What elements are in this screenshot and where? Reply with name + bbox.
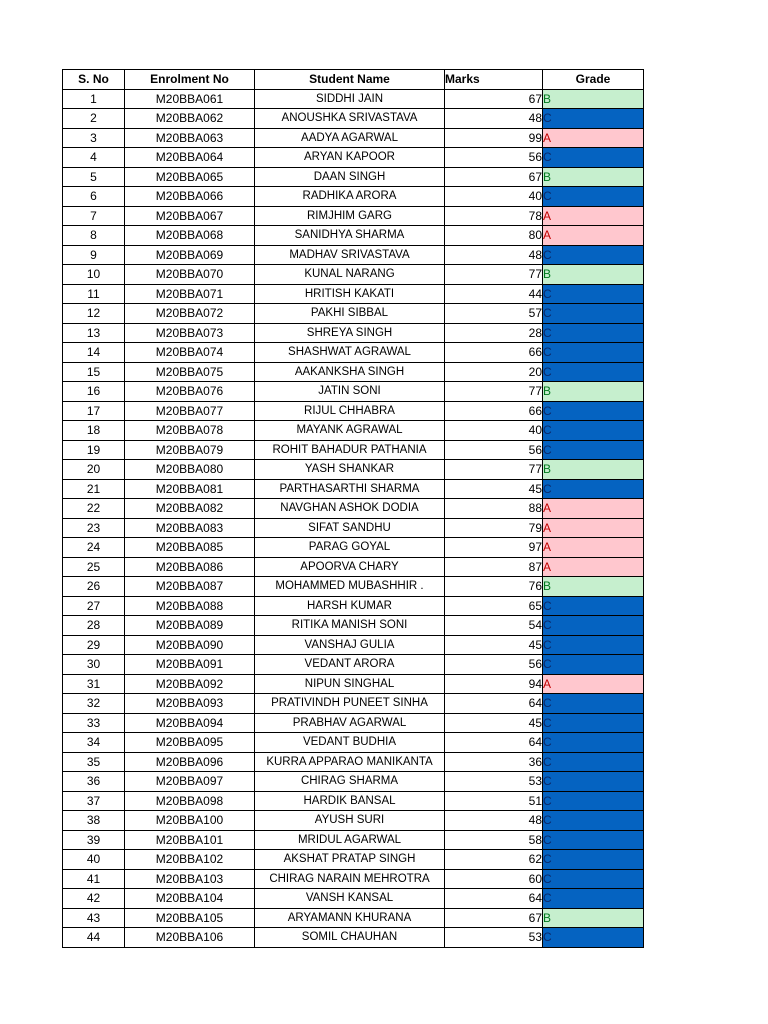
- header-enrolment[interactable]: Enrolment No: [125, 70, 255, 90]
- cell-student-name[interactable]: AYUSH SURI: [255, 811, 445, 831]
- table-row: [63, 440, 644, 460]
- cell-sno[interactable]: 44: [63, 928, 125, 948]
- cell-grade[interactable]: B: [543, 577, 644, 597]
- cell-enrolment[interactable]: M20BBA069: [125, 245, 255, 265]
- cell-marks[interactable]: 66: [445, 343, 543, 363]
- table-row: [63, 343, 644, 363]
- cell-marks[interactable]: 40: [445, 187, 543, 207]
- cell-student-name[interactable]: VANSH KANSAL: [255, 889, 445, 909]
- cell-student-name[interactable]: VANSHAJ GULIA: [255, 635, 445, 655]
- cell-sno[interactable]: 4: [63, 148, 125, 168]
- cell-marks[interactable]: 40: [445, 421, 543, 441]
- cell-sno[interactable]: 8: [63, 226, 125, 246]
- cell-sno[interactable]: 21: [63, 479, 125, 499]
- cell-enrolment[interactable]: M20BBA094: [125, 713, 255, 733]
- cell-student-name[interactable]: MRIDUL AGARWAL: [255, 830, 445, 850]
- cell-student-name[interactable]: HARSH KUMAR: [255, 596, 445, 616]
- cell-marks[interactable]: 65: [445, 596, 543, 616]
- cell-marks[interactable]: 36: [445, 752, 543, 772]
- cell-enrolment[interactable]: M20BBA078: [125, 421, 255, 441]
- cell-student-name[interactable]: JATIN SONI: [255, 382, 445, 402]
- cell-grade[interactable]: C: [543, 655, 644, 675]
- table-row: [63, 518, 644, 538]
- cell-student-name[interactable]: ARYAMANN KHURANA: [255, 908, 445, 928]
- cell-sno[interactable]: 10: [63, 265, 125, 285]
- cell-student-name[interactable]: PARAG GOYAL: [255, 538, 445, 558]
- cell-grade[interactable]: C: [543, 304, 644, 324]
- cell-grade[interactable]: C: [543, 635, 644, 655]
- cell-enrolment[interactable]: M20BBA091: [125, 655, 255, 675]
- cell-enrolment[interactable]: M20BBA072: [125, 304, 255, 324]
- cell-grade[interactable]: A: [543, 538, 644, 558]
- cell-student-name[interactable]: VEDANT BUDHIA: [255, 733, 445, 753]
- cell-grade[interactable]: C: [543, 343, 644, 363]
- cell-student-name[interactable]: NIPUN SINGHAL: [255, 674, 445, 694]
- cell-student-name[interactable]: MOHAMMED MUBASHHIR .: [255, 577, 445, 597]
- table-row: [63, 908, 644, 928]
- cell-sno[interactable]: 37: [63, 791, 125, 811]
- cell-grade[interactable]: C: [543, 323, 644, 343]
- cell-sno[interactable]: 28: [63, 616, 125, 636]
- cell-grade[interactable]: C: [543, 752, 644, 772]
- cell-marks[interactable]: 45: [445, 635, 543, 655]
- table-row: [63, 226, 644, 246]
- cell-marks[interactable]: 62: [445, 850, 543, 870]
- cell-enrolment[interactable]: M20BBA103: [125, 869, 255, 889]
- cell-sno[interactable]: 25: [63, 557, 125, 577]
- cell-sno[interactable]: 6: [63, 187, 125, 207]
- table-row: [63, 791, 644, 811]
- cell-student-name[interactable]: NAVGHAN ASHOK DODIA: [255, 499, 445, 519]
- cell-sno[interactable]: 18: [63, 421, 125, 441]
- cell-marks[interactable]: 20: [445, 362, 543, 382]
- table-row: [63, 538, 644, 558]
- table-row: [63, 674, 644, 694]
- table-row: [63, 89, 644, 109]
- cell-marks[interactable]: 67: [445, 89, 543, 109]
- cell-marks[interactable]: 48: [445, 811, 543, 831]
- table-row: [63, 499, 644, 519]
- table-row: [63, 323, 644, 343]
- cell-enrolment[interactable]: M20BBA097: [125, 772, 255, 792]
- table-row: [63, 421, 644, 441]
- cell-student-name[interactable]: KUNAL NARANG: [255, 265, 445, 285]
- cell-enrolment[interactable]: M20BBA079: [125, 440, 255, 460]
- cell-marks[interactable]: 64: [445, 733, 543, 753]
- cell-marks[interactable]: 76: [445, 577, 543, 597]
- table-row: [63, 557, 644, 577]
- table-row: [63, 928, 644, 948]
- table-row: [63, 869, 644, 889]
- table-row: [63, 460, 644, 480]
- cell-enrolment[interactable]: M20BBA105: [125, 908, 255, 928]
- cell-student-name[interactable]: MAYANK AGRAWAL: [255, 421, 445, 441]
- table-row: [63, 850, 644, 870]
- cell-enrolment[interactable]: M20BBA064: [125, 148, 255, 168]
- cell-sno[interactable]: 24: [63, 538, 125, 558]
- cell-student-name[interactable]: PAKHI SIBBAL: [255, 304, 445, 324]
- cell-student-name[interactable]: ARYAN KAPOOR: [255, 148, 445, 168]
- cell-student-name[interactable]: PRABHAV AGARWAL: [255, 713, 445, 733]
- cell-marks[interactable]: 78: [445, 206, 543, 226]
- cell-enrolment[interactable]: M20BBA102: [125, 850, 255, 870]
- cell-enrolment[interactable]: M20BBA101: [125, 830, 255, 850]
- cell-marks[interactable]: 66: [445, 401, 543, 421]
- cell-sno[interactable]: 29: [63, 635, 125, 655]
- cell-sno[interactable]: 11: [63, 284, 125, 304]
- table-row: [63, 479, 644, 499]
- cell-sno[interactable]: 36: [63, 772, 125, 792]
- cell-student-name[interactable]: DAAN SINGH: [255, 167, 445, 187]
- cell-marks[interactable]: 97: [445, 538, 543, 558]
- cell-sno[interactable]: 13: [63, 323, 125, 343]
- cell-sno[interactable]: 19: [63, 440, 125, 460]
- header-student-name[interactable]: Student Name: [255, 70, 445, 90]
- cell-enrolment[interactable]: M20BBA098: [125, 791, 255, 811]
- cell-grade[interactable]: C: [543, 869, 644, 889]
- cell-enrolment[interactable]: M20BBA076: [125, 382, 255, 402]
- cell-student-name[interactable]: CHIRAG NARAIN MEHROTRA: [255, 869, 445, 889]
- cell-student-name[interactable]: VEDANT ARORA: [255, 655, 445, 675]
- cell-enrolment[interactable]: M20BBA092: [125, 674, 255, 694]
- cell-student-name[interactable]: HRITISH KAKATI: [255, 284, 445, 304]
- cell-sno[interactable]: 42: [63, 889, 125, 909]
- cell-grade[interactable]: C: [543, 479, 644, 499]
- table-row: [63, 635, 644, 655]
- cell-enrolment[interactable]: M20BBA089: [125, 616, 255, 636]
- cell-student-name[interactable]: SIDDHI JAIN: [255, 89, 445, 109]
- header-sno[interactable]: S. No: [63, 70, 125, 90]
- cell-grade[interactable]: B: [543, 382, 644, 402]
- cell-marks[interactable]: 64: [445, 694, 543, 714]
- cell-marks[interactable]: 77: [445, 265, 543, 285]
- cell-marks[interactable]: 80: [445, 226, 543, 246]
- cell-enrolment[interactable]: M20BBA086: [125, 557, 255, 577]
- table-row: [63, 772, 644, 792]
- cell-sno[interactable]: 1: [63, 89, 125, 109]
- cell-grade[interactable]: B: [543, 167, 644, 187]
- cell-sno[interactable]: 34: [63, 733, 125, 753]
- cell-marks[interactable]: 99: [445, 128, 543, 148]
- cell-sno[interactable]: 16: [63, 382, 125, 402]
- cell-grade[interactable]: C: [543, 811, 644, 831]
- cell-marks[interactable]: 77: [445, 460, 543, 480]
- cell-marks[interactable]: 51: [445, 791, 543, 811]
- cell-enrolment[interactable]: M20BBA067: [125, 206, 255, 226]
- cell-sno[interactable]: 41: [63, 869, 125, 889]
- table-row: [63, 382, 644, 402]
- cell-marks[interactable]: 64: [445, 889, 543, 909]
- table-row: [63, 694, 644, 714]
- cell-sno[interactable]: 2: [63, 109, 125, 129]
- cell-grade[interactable]: B: [543, 460, 644, 480]
- cell-grade[interactable]: C: [543, 421, 644, 441]
- cell-grade[interactable]: C: [543, 187, 644, 207]
- cell-sno[interactable]: 7: [63, 206, 125, 226]
- table-row: [63, 655, 644, 675]
- cell-grade[interactable]: B: [543, 908, 644, 928]
- cell-enrolment[interactable]: M20BBA081: [125, 479, 255, 499]
- cell-grade[interactable]: C: [543, 830, 644, 850]
- cell-marks[interactable]: 28: [445, 323, 543, 343]
- table-row: [63, 401, 644, 421]
- cell-marks[interactable]: 56: [445, 148, 543, 168]
- cell-student-name[interactable]: ROHIT BAHADUR PATHANIA: [255, 440, 445, 460]
- cell-enrolment[interactable]: M20BBA090: [125, 635, 255, 655]
- cell-grade[interactable]: B: [543, 265, 644, 285]
- table-row: [63, 733, 644, 753]
- cell-enrolment[interactable]: M20BBA088: [125, 596, 255, 616]
- cell-marks[interactable]: 56: [445, 440, 543, 460]
- cell-grade[interactable]: A: [543, 226, 644, 246]
- cell-marks[interactable]: 67: [445, 167, 543, 187]
- cell-student-name[interactable]: MADHAV SRIVASTAVA: [255, 245, 445, 265]
- cell-enrolment[interactable]: M20BBA063: [125, 128, 255, 148]
- cell-marks[interactable]: 45: [445, 713, 543, 733]
- cell-sno[interactable]: 43: [63, 908, 125, 928]
- cell-grade[interactable]: C: [543, 713, 644, 733]
- cell-grade[interactable]: A: [543, 518, 644, 538]
- cell-marks[interactable]: 48: [445, 109, 543, 129]
- cell-grade[interactable]: C: [543, 772, 644, 792]
- table-row: [63, 148, 644, 168]
- table-row: [63, 128, 644, 148]
- cell-marks[interactable]: 77: [445, 382, 543, 402]
- cell-enrolment[interactable]: M20BBA065: [125, 167, 255, 187]
- cell-student-name[interactable]: AKSHAT PRATAP SINGH: [255, 850, 445, 870]
- cell-grade[interactable]: C: [543, 616, 644, 636]
- cell-enrolment[interactable]: M20BBA071: [125, 284, 255, 304]
- cell-grade[interactable]: C: [543, 148, 644, 168]
- cell-student-name[interactable]: SANIDHYA SHARMA: [255, 226, 445, 246]
- cell-sno[interactable]: 23: [63, 518, 125, 538]
- cell-student-name[interactable]: SOMIL CHAUHAN: [255, 928, 445, 948]
- table-row: [63, 362, 644, 382]
- cell-sno[interactable]: 17: [63, 401, 125, 421]
- header-marks[interactable]: Marks: [445, 70, 543, 90]
- cell-marks[interactable]: 57: [445, 304, 543, 324]
- cell-sno[interactable]: 15: [63, 362, 125, 382]
- cell-sno[interactable]: 27: [63, 596, 125, 616]
- header-row: [63, 70, 644, 90]
- table-row: [63, 830, 644, 850]
- cell-grade[interactable]: A: [543, 557, 644, 577]
- cell-grade[interactable]: A: [543, 206, 644, 226]
- cell-sno[interactable]: 40: [63, 850, 125, 870]
- table-body: [63, 89, 644, 947]
- cell-student-name[interactable]: RIMJHIM GARG: [255, 206, 445, 226]
- cell-enrolment[interactable]: M20BBA100: [125, 811, 255, 831]
- cell-student-name[interactable]: RADHIKA ARORA: [255, 187, 445, 207]
- cell-marks[interactable]: 88: [445, 499, 543, 519]
- table-row: [63, 713, 644, 733]
- cell-enrolment[interactable]: M20BBA066: [125, 187, 255, 207]
- cell-grade[interactable]: A: [543, 499, 644, 519]
- cell-grade[interactable]: C: [543, 850, 644, 870]
- cell-enrolment[interactable]: M20BBA061: [125, 89, 255, 109]
- cell-sno[interactable]: 35: [63, 752, 125, 772]
- cell-enrolment[interactable]: M20BBA104: [125, 889, 255, 909]
- cell-sno[interactable]: 26: [63, 577, 125, 597]
- table-row: [63, 596, 644, 616]
- cell-marks[interactable]: 60: [445, 869, 543, 889]
- cell-sno[interactable]: 38: [63, 811, 125, 831]
- table-row: [63, 245, 644, 265]
- cell-sno[interactable]: 3: [63, 128, 125, 148]
- cell-sno[interactable]: 14: [63, 343, 125, 363]
- cell-marks[interactable]: 67: [445, 908, 543, 928]
- table-row: [63, 206, 644, 226]
- cell-student-name[interactable]: PRATIVINDH PUNEET SINHA: [255, 694, 445, 714]
- cell-grade[interactable]: C: [543, 440, 644, 460]
- table-row: [63, 187, 644, 207]
- cell-grade[interactable]: A: [543, 674, 644, 694]
- cell-student-name[interactable]: SHREYA SINGH: [255, 323, 445, 343]
- table-row: [63, 265, 644, 285]
- cell-enrolment[interactable]: M20BBA080: [125, 460, 255, 480]
- cell-marks[interactable]: 53: [445, 928, 543, 948]
- cell-sno[interactable]: 32: [63, 694, 125, 714]
- grades-table: [62, 69, 644, 948]
- table-row: [63, 284, 644, 304]
- cell-student-name[interactable]: AAKANKSHA SINGH: [255, 362, 445, 382]
- cell-grade[interactable]: C: [543, 928, 644, 948]
- table-row: [63, 811, 644, 831]
- cell-sno[interactable]: 33: [63, 713, 125, 733]
- cell-student-name[interactable]: KURRA APPARAO MANIKANTA: [255, 752, 445, 772]
- cell-student-name[interactable]: YASH SHANKAR: [255, 460, 445, 480]
- cell-marks[interactable]: 48: [445, 245, 543, 265]
- cell-sno[interactable]: 12: [63, 304, 125, 324]
- cell-sno[interactable]: 20: [63, 460, 125, 480]
- cell-enrolment[interactable]: M20BBA070: [125, 265, 255, 285]
- cell-student-name[interactable]: HARDIK BANSAL: [255, 791, 445, 811]
- cell-enrolment[interactable]: M20BBA073: [125, 323, 255, 343]
- cell-marks[interactable]: 45: [445, 479, 543, 499]
- cell-sno[interactable]: 30: [63, 655, 125, 675]
- cell-grade[interactable]: C: [543, 362, 644, 382]
- cell-enrolment[interactable]: M20BBA085: [125, 538, 255, 558]
- cell-student-name[interactable]: CHIRAG SHARMA: [255, 772, 445, 792]
- cell-grade[interactable]: A: [543, 128, 644, 148]
- cell-student-name[interactable]: RITIKA MANISH SONI: [255, 616, 445, 636]
- header-grade[interactable]: Grade: [543, 70, 644, 90]
- cell-grade[interactable]: C: [543, 284, 644, 304]
- cell-grade[interactable]: C: [543, 694, 644, 714]
- cell-marks[interactable]: 44: [445, 284, 543, 304]
- table-row: [63, 616, 644, 636]
- cell-sno[interactable]: 39: [63, 830, 125, 850]
- cell-grade[interactable]: B: [543, 89, 644, 109]
- cell-grade[interactable]: C: [543, 596, 644, 616]
- cell-grade[interactable]: C: [543, 889, 644, 909]
- cell-enrolment[interactable]: M20BBA093: [125, 694, 255, 714]
- cell-student-name[interactable]: APOORVA CHARY: [255, 557, 445, 577]
- table-row: [63, 752, 644, 772]
- cell-marks[interactable]: 58: [445, 830, 543, 850]
- cell-marks[interactable]: 54: [445, 616, 543, 636]
- cell-sno[interactable]: 9: [63, 245, 125, 265]
- cell-student-name[interactable]: AADYA AGARWAL: [255, 128, 445, 148]
- table-row: [63, 889, 644, 909]
- table-row: [63, 577, 644, 597]
- cell-enrolment[interactable]: M20BBA062: [125, 109, 255, 129]
- cell-enrolment[interactable]: M20BBA075: [125, 362, 255, 382]
- cell-enrolment[interactable]: M20BBA082: [125, 499, 255, 519]
- cell-enrolment[interactable]: M20BBA074: [125, 343, 255, 363]
- cell-marks[interactable]: 56: [445, 655, 543, 675]
- cell-enrolment[interactable]: M20BBA068: [125, 226, 255, 246]
- table-row: [63, 167, 644, 187]
- cell-grade[interactable]: C: [543, 791, 644, 811]
- cell-grade[interactable]: C: [543, 245, 644, 265]
- cell-sno[interactable]: 31: [63, 674, 125, 694]
- cell-enrolment[interactable]: M20BBA106: [125, 928, 255, 948]
- cell-grade[interactable]: C: [543, 401, 644, 421]
- cell-marks[interactable]: 79: [445, 518, 543, 538]
- cell-marks[interactable]: 53: [445, 772, 543, 792]
- cell-sno[interactable]: 22: [63, 499, 125, 519]
- cell-grade[interactable]: C: [543, 109, 644, 129]
- cell-enrolment[interactable]: M20BBA087: [125, 577, 255, 597]
- cell-marks[interactable]: 87: [445, 557, 543, 577]
- cell-grade[interactable]: C: [543, 733, 644, 753]
- cell-sno[interactable]: 5: [63, 167, 125, 187]
- table-row: [63, 109, 644, 129]
- cell-student-name[interactable]: SIFAT SANDHU: [255, 518, 445, 538]
- cell-student-name[interactable]: SHASHWAT AGRAWAL: [255, 343, 445, 363]
- table-row: [63, 304, 644, 324]
- cell-marks[interactable]: 94: [445, 674, 543, 694]
- cell-enrolment[interactable]: M20BBA095: [125, 733, 255, 753]
- cell-student-name[interactable]: RIJUL CHHABRA: [255, 401, 445, 421]
- cell-enrolment[interactable]: M20BBA096: [125, 752, 255, 772]
- cell-student-name[interactable]: ANOUSHKA SRIVASTAVA: [255, 109, 445, 129]
- cell-enrolment[interactable]: M20BBA077: [125, 401, 255, 421]
- cell-enrolment[interactable]: M20BBA083: [125, 518, 255, 538]
- cell-student-name[interactable]: PARTHASARTHI SHARMA: [255, 479, 445, 499]
